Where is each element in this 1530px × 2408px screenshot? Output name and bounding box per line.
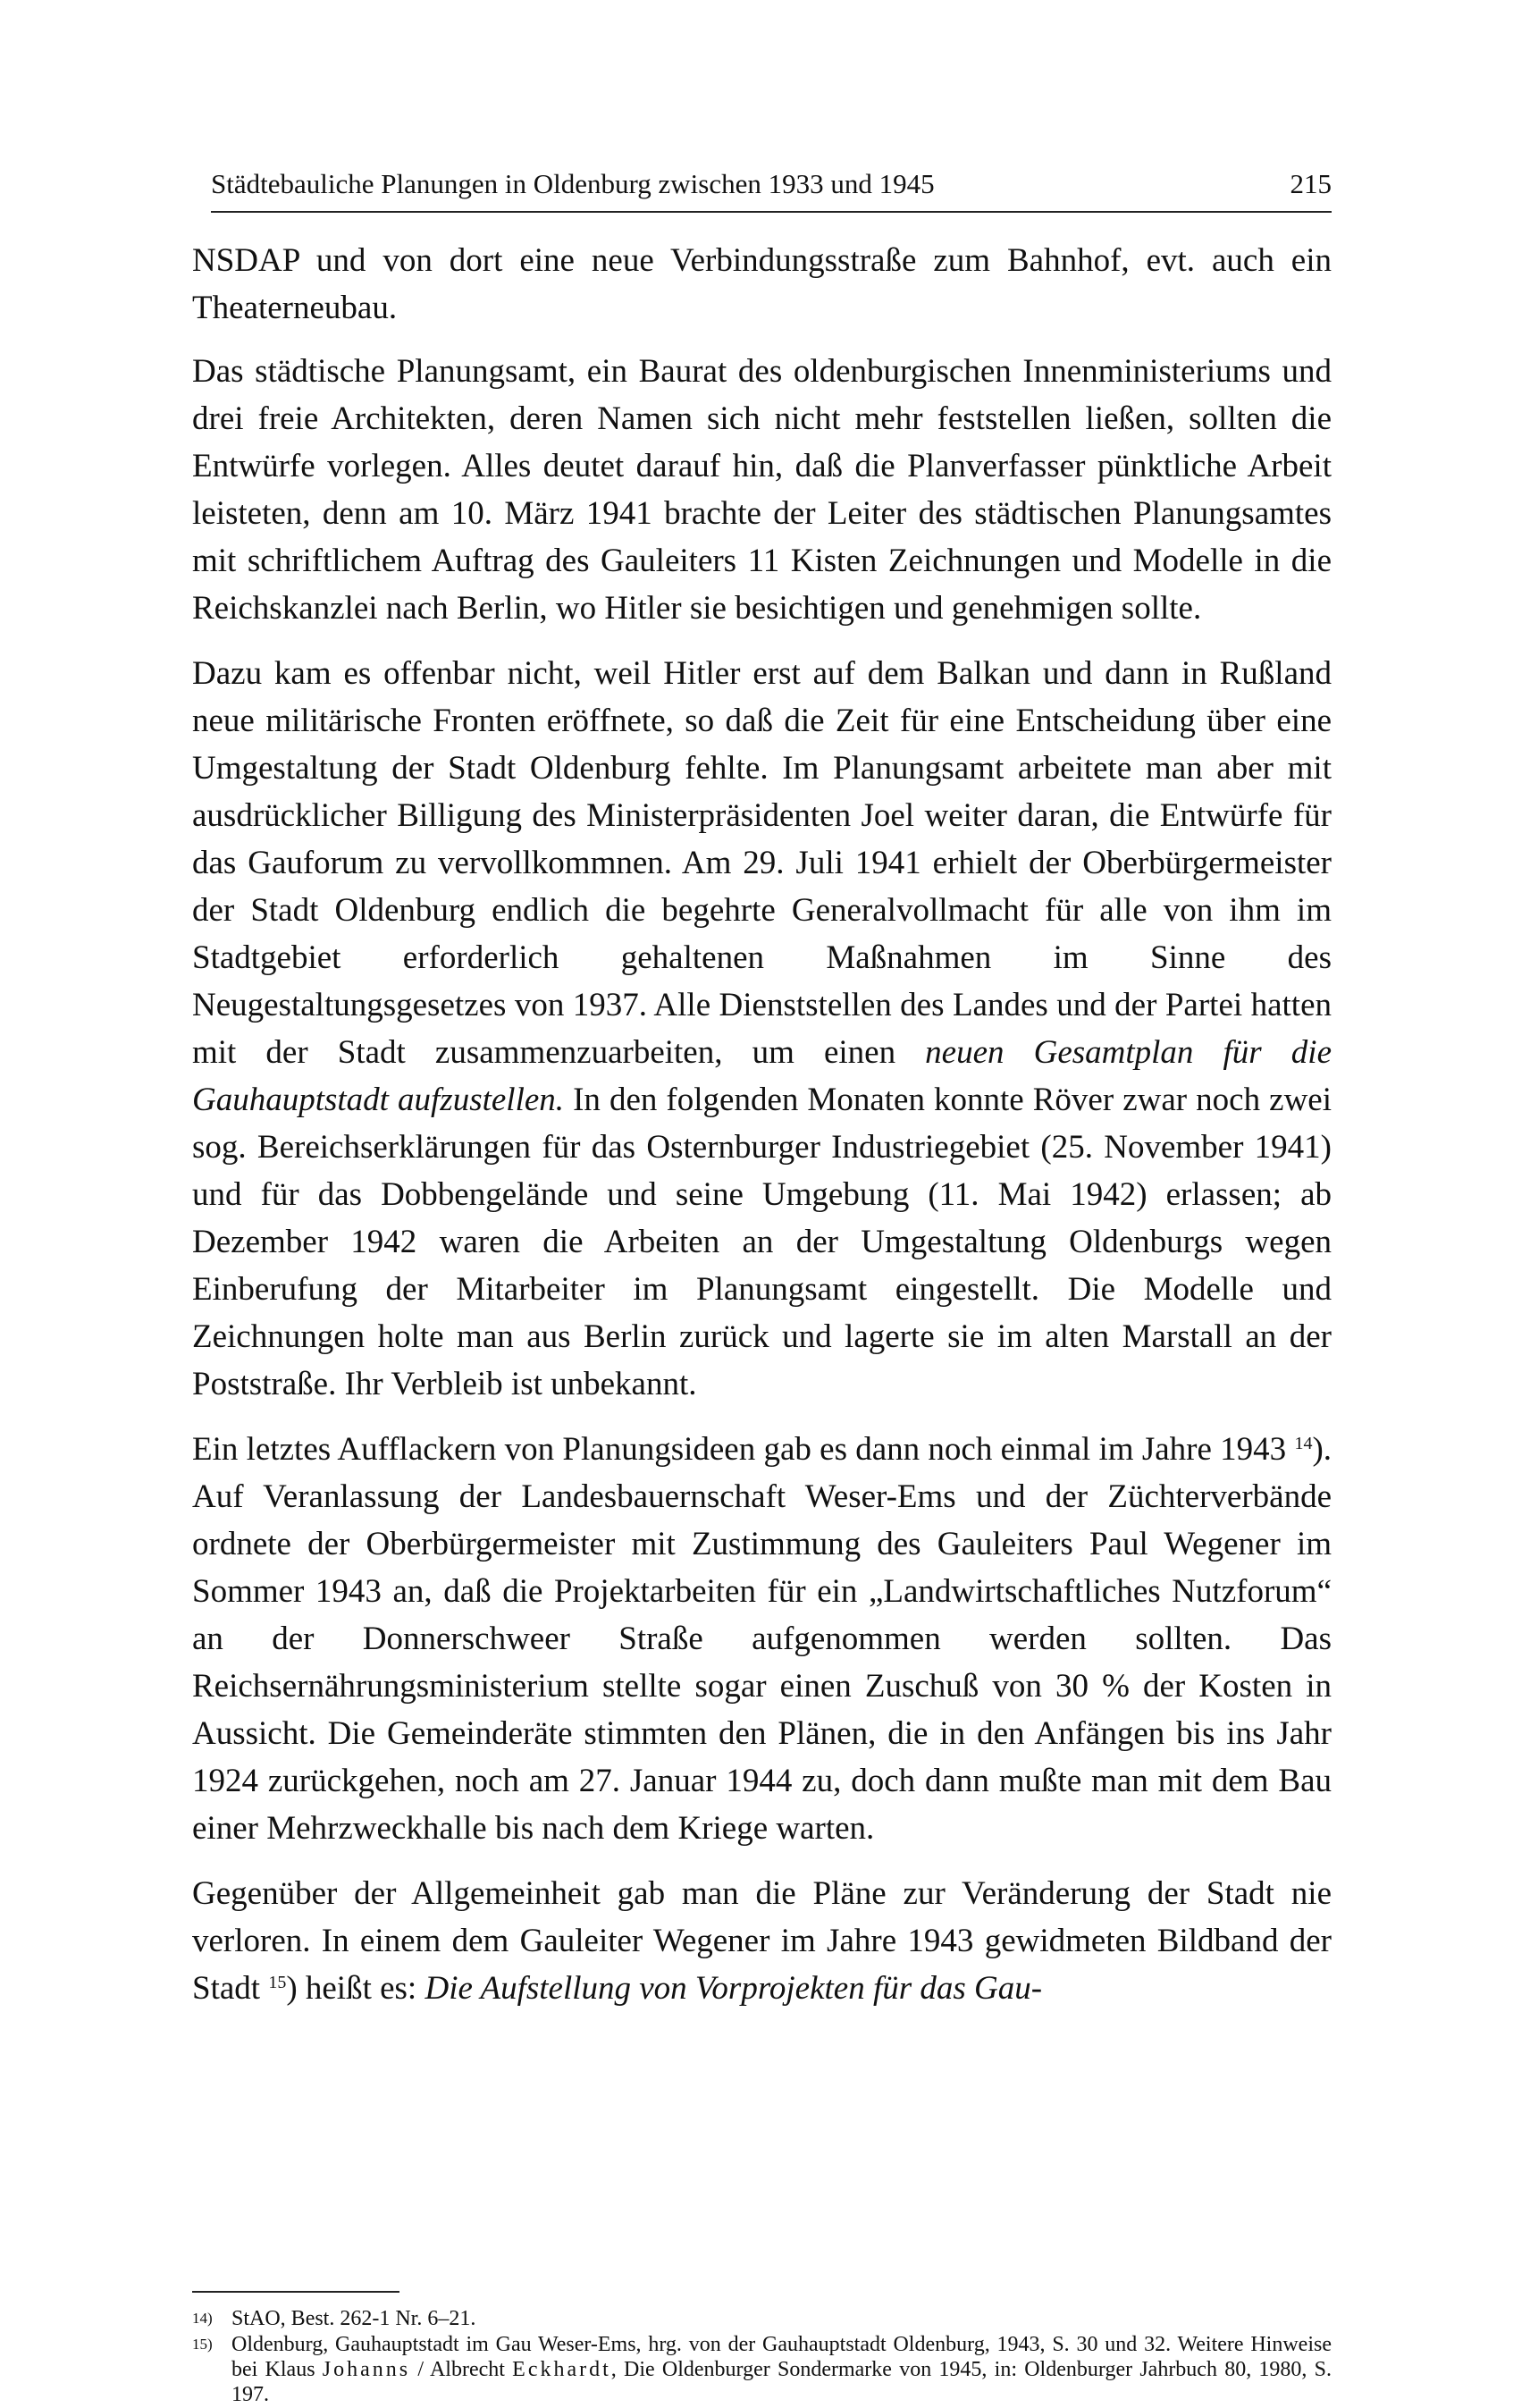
paragraph-1 xyxy=(192,237,1332,332)
paragraph-5-text-b: ) heißt es: xyxy=(286,1970,425,2007)
footnote-15-mark: 15) xyxy=(192,2336,213,2353)
footnote-15-author-1: Johanns xyxy=(322,2358,411,2381)
paragraph-5-text-a: Gegenüber der Allgemeinheit gab man die Pläne zur Veränderung der Stadt nie verloren. In einem dem Gauleiter Wegener im Jahre 1943 gewidmeten Bildband der Stadt xyxy=(192,1875,1332,2007)
footnote-ref-15[interactable]: 15 xyxy=(268,1973,287,1992)
running-title: Städtebauliche Planungen in Oldenburg zwischen 1933 und 1945 xyxy=(211,168,935,199)
footnote-14-text: StAO, Best. 262-1 Nr. 6–21. xyxy=(231,2307,476,2330)
footnote-15-author-2: Eckhardt xyxy=(512,2358,611,2381)
footnote-15-text-b: , Die Oldenburger Sondermarke von 1945, in: Oldenburger Jahrbuch 80, 1980, S. 197. xyxy=(231,2358,1332,2406)
paragraph-4-text-a: Ein letztes Aufflackern von Planungsideen gab es dann noch einmal im Jahre 1943 xyxy=(192,1431,1287,1468)
paragraph-2-text: Das städtische Planungsamt, ein Baurat des oldenburgischen Innenministeriums und drei freie Architekten, deren Namen sich nicht mehr feststellen ließen, sollten die Entwürfe vorlegen. Alles deutet darauf hin, daß die Planverfasser pünktliche Arbeit leisteten, denn am 10. März 1941 brachte der Leiter des städtischen Planungsamtes mit schriftlichem Auftrag des Gauleiters 11 Kisten Zeichnungen und Modelle in die Reichskanzlei nach Berlin, wo Hitler sie besichtigen und genehmigen sollte. xyxy=(192,353,1332,627)
paragraph-4-text-b: ). Auf Veranlassung der Landesbauernschaft Weser-Ems und der Züchterverbände ordnete der Oberbürgermeister mit Zustimmung des Gauleiters Paul Wegener im Sommer 1943 an, daß die Projektarbeiten für ein „Landwirtschaftliches Nutzforum“ an der Donnerschweer Straße aufgenommen werden sollten. Das Reichsernährungsministerium stellte sogar einen Zuschuß von 30 % der Kosten in Aussicht. Die Gemeinderäte stimmten den Plänen, die in den Anfängen bis ins Jahr 1924 zurückgehen, noch am 27. Januar 1944 zu, doch dann mußte man mit dem Bau einer Mehrzweckhalle bis nach dem Kriege warten. xyxy=(192,1431,1332,1847)
paragraph-3-emphasis: neuen Gesamtplan für die Gauhauptstadt aufzustellen. xyxy=(192,1034,1332,1118)
footnote-ref-14[interactable]: 14 xyxy=(1294,1434,1313,1453)
paragraph-4 xyxy=(192,1426,1332,1852)
running-header xyxy=(211,161,1332,213)
main-text xyxy=(192,237,1332,2030)
footnote-divider xyxy=(192,2291,399,2293)
page-number: 215 xyxy=(1290,168,1332,199)
paragraph-3 xyxy=(192,650,1332,1408)
paragraph-1-text: NSDAP und von dort eine neue Verbindungsstraße zum Bahnhof, evt. auch ein Theaterneubau. xyxy=(192,242,1332,326)
paragraph-3-text-b: In den folgenden Monaten konnte Röver zwar noch zwei sog. Bereichserklärungen für das Osternburger Industriegebiet (25. November 1941) und für das Dobbengelände und seine Umgebung (11. Mai 1942) erlassen; ab Dezember 1942 waren die Arbeiten an der Umgestaltung Oldenburgs wegen Einberufung der Mitarbeiter im Planungsamt eingestellt. Die Modelle und Zeichnungen holte man aus Berlin zurück und lagerte sie im alten Marstall an der Poststraße. Ihr Verbleib ist unbekannt. xyxy=(192,1082,1332,1402)
footnote-15-text-a: Oldenburg, Gauhauptstadt im Gau Weser-Ems, hrg. von der Gauhauptstadt Oldenburg, 1943, S. 30 und 32. Weitere Hinweise bei Klaus xyxy=(231,2333,1332,2381)
footnote-14-mark: 14) xyxy=(192,2310,213,2327)
footnote-15-separator: / Albrecht xyxy=(410,2358,513,2381)
paragraph-2 xyxy=(192,348,1332,632)
footnote-14 xyxy=(192,2306,1332,2331)
paragraph-3-text-a: Dazu kam es offenbar nicht, weil Hitler erst auf dem Balkan und dann in Rußland neue militärische Fronten eröffnete, so daß die Zeit für eine Entscheidung über eine Umgestaltung der Stadt Oldenburg fehlte. Im Planungsamt arbeitete man aber mit ausdrücklicher Billigung des Ministerpräsidenten Joel weiter daran, die Entwürfe für das Gauforum zu vervollkommnen. Am 29. Juli 1941 erhielt der Oberbürgermeister der Stadt Oldenburg endlich die begehrte Generalvollmacht für alle von ihm im Stadtgebiet erforderlich gehaltenen Maßnahmen im Sinne des Neugestaltungsgesetzes von 1937. Alle Dienststellen des Landes und der Partei hatten mit der Stadt zusammenzuarbeiten, um einen xyxy=(192,655,1332,1071)
paragraph-5-emphasis: Die Aufstellung von Vorprojekten für das Gau- xyxy=(425,1970,1043,2007)
footnotes xyxy=(192,2306,1332,2408)
footnote-15 xyxy=(192,2332,1332,2407)
paragraph-5 xyxy=(192,1870,1332,2012)
